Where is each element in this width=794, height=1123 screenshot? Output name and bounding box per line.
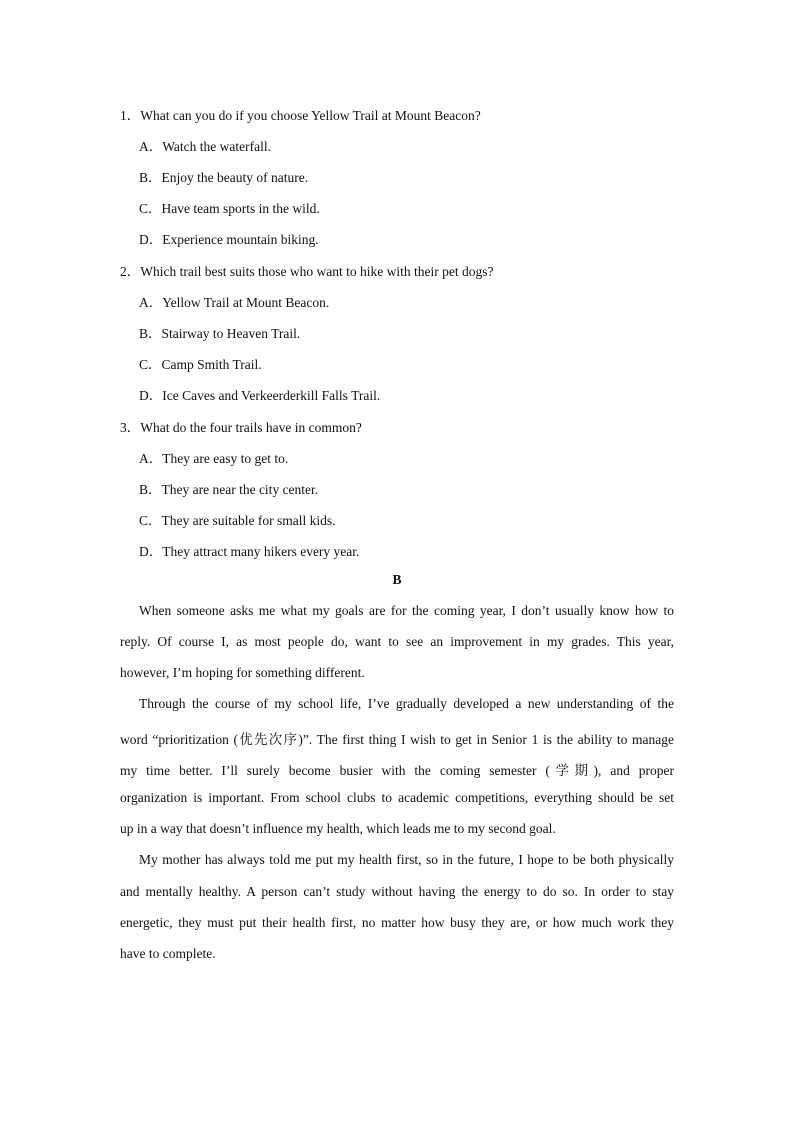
question-3-option-d: D．They attract many hikers every year. — [139, 544, 360, 559]
question-1-option-b: B．Enjoy the beauty of nature. — [139, 170, 309, 185]
question-2-option-d: D．Ice Caves and Verkeerderkill Falls Trail. — [139, 388, 381, 403]
question-1-option-a: A．Watch the waterfall. — [139, 139, 271, 154]
question-3-option-b: B．They are near the city center. — [139, 482, 319, 497]
question-2-option-c: C．Camp Smith Trail. — [139, 357, 262, 372]
passage-line: my time better. I’ll surely become busier with the coming semester (学期), and proper — [120, 763, 674, 778]
question-3-option-c: C．They are suitable for small kids. — [139, 513, 336, 528]
passage-line: When someone asks me what my goals are for the coming year, I don’t usually know how to — [139, 603, 674, 618]
passage-line: energetic, they must put their health first, no matter how busy they are, or how much work they — [120, 915, 674, 930]
question-1-option-d: D．Experience mountain biking. — [139, 232, 319, 247]
question-1-stem: 1．What can you do if you choose Yellow Trail at Mount Beacon? — [120, 108, 481, 123]
passage-line: however, I’m hoping for something different. — [120, 665, 365, 680]
passage-line: Through the course of my school life, I’ve gradually developed a new understanding of the — [139, 696, 674, 711]
question-2-option-a: A．Yellow Trail at Mount Beacon. — [139, 295, 330, 310]
question-1-option-c: C．Have team sports in the wild. — [139, 201, 320, 216]
question-3-option-a: A．They are easy to get to. — [139, 451, 289, 466]
passage-line: have to complete. — [120, 946, 216, 961]
passage-line: reply. Of course I, as most people do, want to see an improvement in my grades. This year, — [120, 634, 674, 649]
passage-line: up in a way that doesn’t influence my health, which leads me to my second goal. — [120, 821, 556, 836]
passage-line: organization is important. From school clubs to academic competitions, everything should be set — [120, 790, 674, 805]
question-2-option-b: B．Stairway to Heaven Trail. — [139, 326, 301, 341]
passage-line: word “prioritization (优先次序)”. The first thing I wish to get in Senior 1 is the ability to manage — [120, 732, 674, 747]
passage-line: My mother has always told me put my health first, so in the future, I hope to be both physically — [139, 852, 674, 867]
question-3-stem: 3．What do the four trails have in common? — [120, 420, 362, 435]
passage-line: and mentally healthy. A person can’t study without having the energy to do so. In order to stay — [120, 884, 674, 899]
section-title: B — [392, 572, 402, 587]
question-2-stem: 2．Which trail best suits those who want to hike with their pet dogs? — [120, 264, 494, 279]
